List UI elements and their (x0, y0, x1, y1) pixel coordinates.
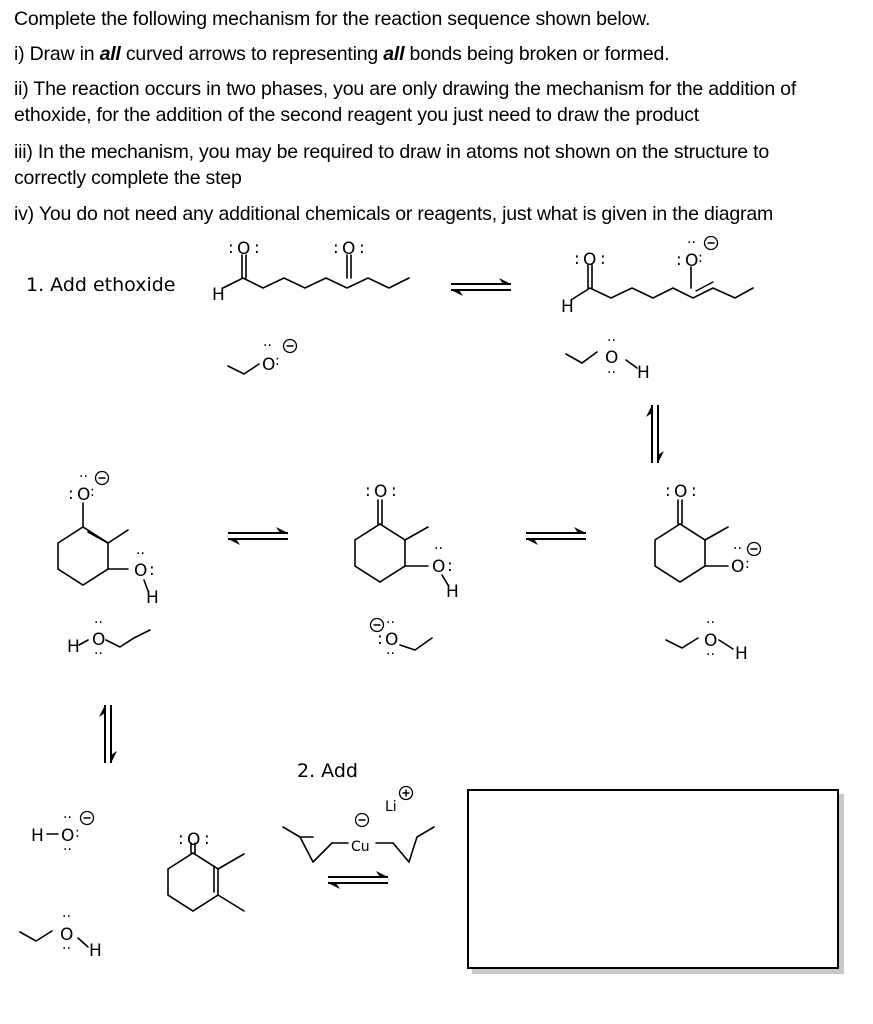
ethanol-o: O (605, 348, 619, 368)
instruction-iii-line-2: correctly complete the step (14, 167, 242, 189)
lone-pair: : (698, 250, 703, 266)
negative-charge-icon (96, 472, 109, 485)
instruction-header: Complete the following mechanism for the reaction sequence shown below. (14, 8, 651, 30)
lone-pair: ·· (63, 810, 72, 826)
lone-pair: ·· (434, 541, 443, 557)
ethanol-h-4: H (89, 941, 102, 961)
negative-charge-icon (81, 812, 94, 825)
lone-pair: : (391, 481, 397, 501)
lone-pair: : (149, 560, 155, 580)
enone-o: O (187, 830, 201, 850)
negative-charge-icon (356, 814, 369, 827)
equilibrium-arrow-3 (526, 527, 586, 545)
instruction-i-emphasis-1: all (99, 43, 121, 65)
enolate-o-2: O (77, 485, 91, 505)
equilibrium-arrow-4 (228, 527, 288, 545)
step-1-label: 1. Add ethoxide (26, 274, 176, 296)
lone-pair: ·· (79, 469, 88, 485)
step-2-label: 2. Add (297, 760, 358, 782)
carbonyl-o-2: O (342, 239, 356, 259)
hydroxyl-h-2: H (446, 582, 459, 602)
lone-pair: : (75, 825, 80, 841)
lone-pair: ·· (94, 646, 103, 662)
ethoxide-o-2: O (385, 630, 399, 650)
answer-drawing-box[interactable] (467, 789, 839, 969)
carbonyl-o-1: O (237, 239, 251, 259)
instruction-iii-line-1: iii) In the mechanism, you may be required to draw in atoms not shown on the structure to (14, 141, 769, 163)
hydroxyl-h: H (146, 588, 159, 608)
ethanol-o-4: O (60, 925, 74, 945)
lone-pair: ·· (386, 615, 395, 631)
lone-pair: : (377, 629, 383, 649)
hydroxyl-o: O (134, 561, 148, 581)
carbonyl-o-3: O (583, 250, 597, 270)
lone-pair: : (275, 353, 280, 369)
lone-pair: : (90, 484, 95, 500)
instruction-i-mid: curved arrows to representing (120, 43, 384, 65)
equilibrium-arrow-2 (646, 405, 664, 463)
instruction-ii-line-2: ethoxide, for the addition of the second reagent you just need to draw the product (14, 104, 699, 126)
lone-pair: : (365, 481, 371, 501)
lone-pair: ·· (706, 615, 715, 631)
lone-pair: : (254, 238, 260, 258)
aldehyde-h: H (212, 285, 225, 305)
ethanol-o-3: O (704, 631, 718, 651)
lone-pair: ·· (607, 333, 616, 349)
copper-atom: Cu (351, 839, 370, 855)
equilibrium-arrow-1 (451, 278, 511, 296)
lone-pair: ·· (706, 647, 715, 663)
ethanol-o-2: O (92, 630, 106, 650)
ethoxide-o: O (262, 355, 276, 375)
lone-pair: ·· (687, 235, 696, 251)
carbonyl-o-5: O (674, 482, 688, 502)
instruction-i-emphasis-2: all (383, 43, 405, 65)
lone-pair: : (745, 556, 750, 572)
instruction-i-pre: i) Draw in (14, 43, 100, 65)
negative-charge-icon (284, 340, 297, 353)
instruction-i-post: bonds being broken or formed. (404, 43, 670, 65)
ethanol-h-3: H (735, 644, 748, 664)
hydroxide-h: H (31, 826, 44, 846)
lone-pair: ·· (733, 541, 742, 557)
lone-pair: : (204, 829, 210, 849)
lone-pair: ·· (136, 546, 145, 562)
carbonyl-o-4: O (374, 482, 388, 502)
lone-pair: : (333, 238, 339, 258)
lone-pair: ·· (62, 941, 71, 957)
instruction-iv: iv) You do not need any additional chemicals or reagents, just what is given in the diagram (14, 203, 774, 225)
lithium-atom: Li (385, 799, 397, 815)
lone-pair: : (676, 250, 682, 270)
lone-pair: ·· (62, 909, 71, 925)
aldehyde-h-2: H (561, 297, 574, 317)
lone-pair: : (228, 238, 234, 258)
lone-pair: ·· (94, 615, 103, 631)
lone-pair: : (359, 238, 365, 258)
lone-pair: : (574, 249, 580, 269)
ethanol-h: H (637, 363, 650, 383)
lone-pair: ·· (607, 365, 616, 381)
lone-pair: : (691, 481, 697, 501)
hydroxide-o: O (61, 826, 75, 846)
ethanol-h-2: H (67, 637, 80, 657)
lone-pair: ·· (63, 842, 72, 858)
lone-pair: : (68, 484, 74, 504)
lone-pair: : (600, 249, 606, 269)
enolate-o: O (685, 251, 699, 271)
equilibrium-arrow-5 (99, 705, 117, 763)
hydroxyl-o-2: O (432, 557, 446, 577)
lone-pair: : (178, 829, 184, 849)
lone-pair: ·· (386, 646, 395, 662)
negative-charge-icon (748, 543, 761, 556)
equilibrium-arrow-6 (328, 871, 388, 889)
positive-charge-icon (400, 787, 413, 800)
lone-pair: : (665, 481, 671, 501)
alkoxide-o: O (731, 557, 745, 577)
lone-pair: : (447, 556, 453, 576)
negative-charge-icon (705, 237, 718, 250)
lone-pair: ·· (263, 338, 272, 354)
instruction-ii-line-1: ii) The reaction occurs in two phases, you are only drawing the mechanism for the addition of (14, 78, 797, 100)
